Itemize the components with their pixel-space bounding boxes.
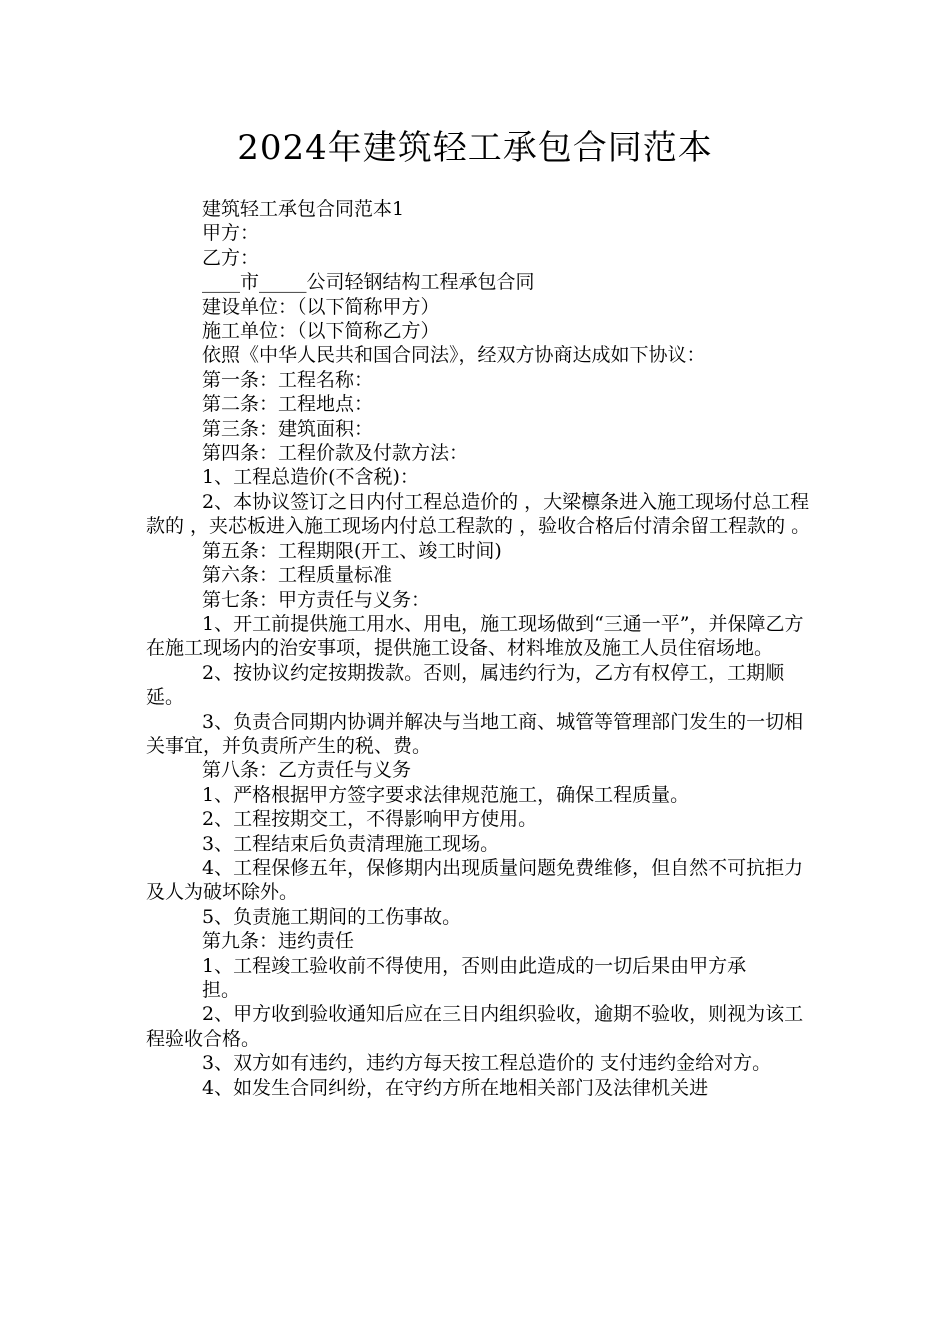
paragraph: 第七条：甲方责任与义务：	[202, 588, 431, 611]
paragraph: 建筑轻工承包合同范本1	[202, 198, 405, 220]
paragraph: 1、严格根据甲方签字要求法律规范施工，确保工程质量。	[202, 783, 690, 806]
paragraph: 2、甲方收到验收通知后应在三日内组织验收，逾期不验收，则视为该工程验收合格。	[146, 1003, 804, 1050]
paragraph: 担。	[202, 979, 241, 1001]
paragraph: 第六条：工程质量标准	[202, 564, 393, 587]
paragraph: 3、负责合同期内协调并解决与当地工商、城管等管理部门发生的一切相关事宜，并负责所产生的税、费。	[146, 710, 804, 757]
paragraph: 第八条：乙方责任与义务	[202, 759, 412, 782]
paragraph: 第五条：工程期限(开工、竣工时间)	[202, 539, 502, 562]
paragraph: 依照《中华人民共和国合同法》，经双方协商达成如下协议：	[202, 344, 706, 367]
paragraph: 2、工程按期交工，不得影响甲方使用。	[202, 808, 538, 831]
document-title: 2024年建筑轻工承包合同范本	[237, 128, 713, 168]
paragraph: 乙方：	[202, 246, 260, 269]
document-body	[146, 197, 818, 1100]
paragraph: 建设单位：（以下简称甲方）	[202, 295, 440, 318]
paragraph: 4、如发生合同纠纷，在守约方所在地相关部门及法律机关进	[202, 1076, 709, 1099]
paragraph: 第四条：工程价款及付款方法：	[202, 442, 469, 465]
paragraph: 3、双方如有违约，违约方每天按工程总造价的 支付违约金给对方。	[202, 1052, 772, 1075]
paragraph: 4、工程保修五年，保修期内出现质量问题免费维修，但自然不可抗拒力及人为破坏除外。	[146, 856, 804, 904]
paragraph: 第三条：建筑面积：	[202, 417, 374, 440]
paragraph: 5、负责施工期间的工伤事故。	[202, 905, 462, 928]
paragraph: 第一条：工程名称：	[202, 368, 374, 391]
paragraph: 第二条：工程地点：	[202, 393, 374, 416]
paragraph: 1、开工前提供施工用水、用电，施工现场做到“三通一平”，并保障乙方在施工现场内的治安事项，提供施工设备、材料堆放及施工人员住宿场地。	[146, 612, 804, 660]
paragraph: 甲方：	[202, 222, 260, 245]
paragraph: ____市_____公司轻钢结构工程承包合同	[202, 271, 535, 294]
paragraph: 第九条：违约责任	[202, 930, 355, 953]
paragraph: 2、本协议签订之日内付工程总造价的 ，大梁檩条进入施工现场付总工程款的 ，夹芯板进入施工现场内付总工程款的 ，验收合格后付清余留工程款的 。	[146, 490, 811, 538]
paragraph: 1、工程竣工验收前不得使用，否则由此造成的一切后果由甲方承	[202, 954, 747, 977]
paragraph: 3、工程结束后负责清理施工现场。	[202, 832, 500, 855]
paragraph: 施工单位：（以下简称乙方）	[202, 320, 440, 343]
paragraph: 2、按协议约定按期拨款。否则，属违约行为，乙方有权停工，工期顺延。	[146, 661, 785, 709]
paragraph: 1、工程总造价(不含税)：	[202, 466, 419, 489]
